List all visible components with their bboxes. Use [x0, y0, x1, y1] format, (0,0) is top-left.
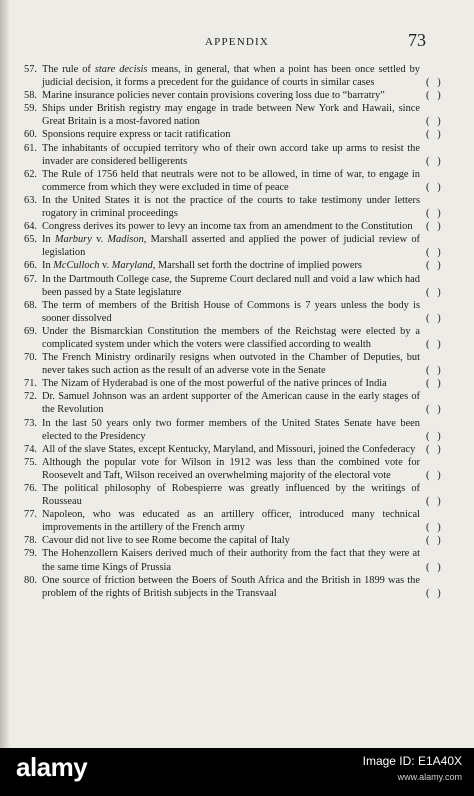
- question-number: 80.: [24, 574, 37, 586]
- question-number: 78.: [24, 535, 37, 547]
- question-number: 73.: [24, 417, 37, 429]
- question-item: [24, 102, 441, 128]
- answer-blank[interactable]: ( ): [426, 286, 441, 298]
- question-number: 66.: [24, 260, 37, 272]
- question-text: The inhabitants of occupied territory who of their own accord take up arms to resist the invader are considered belligerents: [42, 142, 420, 167]
- question-item: [24, 574, 441, 600]
- answer-blank[interactable]: ( ): [426, 404, 441, 416]
- question-text: In the United States it is not the practice of the courts to take testimony under letters rogatory in criminal proceedings: [42, 194, 420, 220]
- answer-blank[interactable]: ( ): [426, 469, 441, 481]
- answer-blank[interactable]: ( ): [426, 208, 441, 220]
- question-item: [24, 325, 441, 351]
- answer-blank[interactable]: ( ): [426, 221, 441, 233]
- question-item: [24, 299, 441, 325]
- question-item: [24, 534, 441, 547]
- question-text: Ships under British registry may engage in trade between New York and Hawaii, since Great Britain is a most-favored nation: [42, 103, 420, 128]
- question-text: The Nizam of Hyderabad is one of the most powerful of the native princes of India: [42, 378, 387, 390]
- question-item: [24, 508, 441, 534]
- question-text: In the Dartmouth College case, the Supreme Court declared null and void a law which had been passed by a State legislature: [42, 273, 420, 298]
- question-number: 60.: [24, 129, 37, 141]
- question-text: The Hohenzollern Kaisers derived much of their authority from the fact that they were at the same time Kings of Prussia: [42, 548, 420, 573]
- question-text: The term of members of the British House of Commons is 7 years unless the body is sooner dissolved: [42, 299, 420, 324]
- answer-blank[interactable]: ( ): [426, 535, 441, 547]
- question-text: The rule of stare decisis means, in general, that when a point has been once settled by judicial decision, it forms a precedent for the guidance of courts in similar cases: [42, 64, 420, 89]
- question-number: 62.: [24, 168, 37, 180]
- question-text: In the last 50 years only two former members of the United States Senate have been elected to the Presidency: [42, 417, 420, 442]
- question-text: Congress derives its power to levy an income tax from an amendment to the Constitution: [42, 221, 413, 233]
- running-head: APPENDIX: [205, 36, 269, 48]
- question-text: Although the popular vote for Wilson in 1912 was less than the combined vote for Roosevelt and Taft, Wilson received an overwhelming majority of the electoral vote: [42, 456, 420, 481]
- question-item: [24, 220, 441, 233]
- question-item: [24, 194, 441, 220]
- answer-blank[interactable]: ( ): [426, 365, 441, 377]
- question-number: 75.: [24, 456, 37, 468]
- question-number: 77.: [24, 509, 37, 521]
- answer-blank[interactable]: ( ): [426, 587, 441, 599]
- answer-blank[interactable]: ( ): [426, 443, 441, 455]
- answer-blank[interactable]: ( ): [426, 129, 441, 141]
- question-item: [24, 89, 441, 102]
- question-number: 69.: [24, 325, 37, 337]
- question-text: One source of friction between the Boers of South Africa and the British in 1899 was the problem of the rights of British subjects in the Transvaal: [42, 574, 420, 599]
- answer-blank[interactable]: ( ): [426, 312, 441, 324]
- question-item: [24, 456, 441, 482]
- question-number: 58.: [24, 90, 37, 102]
- question-number: 71.: [24, 378, 37, 390]
- answer-blank[interactable]: ( ): [426, 247, 441, 259]
- answer-blank[interactable]: ( ): [426, 260, 441, 272]
- answer-blank[interactable]: ( ): [426, 116, 441, 128]
- answer-blank[interactable]: ( ): [426, 90, 441, 102]
- question-number: 65.: [24, 234, 37, 246]
- alamy-logo: alamy: [16, 752, 88, 782]
- question-item: [24, 377, 441, 390]
- question-number: 59.: [24, 103, 37, 115]
- answer-blank[interactable]: ( ): [426, 181, 441, 193]
- question-text: Sponsions require express or tacit ratification: [42, 129, 231, 141]
- answer-blank[interactable]: ( ): [426, 522, 441, 534]
- question-text: The French Ministry ordinarily resigns when outvoted in the Chamber of Deputies, but never takes such action as the result of an adverse vote in the Senate: [42, 352, 420, 377]
- question-text: The political philosophy of Robespierre was greatly influenced by the writings of Rousseau: [42, 483, 420, 508]
- question-number: 74.: [24, 443, 37, 455]
- question-text: Napoleon, who was educated as an artillery officer, introduced many technical improvements in the artillery of the French army: [42, 509, 420, 534]
- answer-blank[interactable]: ( ): [426, 561, 441, 573]
- question-list: [24, 63, 441, 600]
- answer-blank[interactable]: ( ): [426, 378, 441, 390]
- question-number: 63.: [24, 194, 37, 206]
- answer-blank[interactable]: ( ): [426, 430, 441, 442]
- question-item: [24, 168, 441, 194]
- question-item: [24, 142, 441, 168]
- image-id-label: Image ID: E1A40X: [362, 754, 462, 768]
- answer-blank[interactable]: ( ): [426, 338, 441, 350]
- question-number: 76.: [24, 483, 37, 494]
- question-item: [24, 259, 441, 272]
- question-item: [24, 273, 441, 299]
- question-number: 72.: [24, 391, 37, 403]
- question-item: [24, 547, 441, 573]
- question-item: [24, 482, 441, 508]
- answer-blank[interactable]: ( ): [426, 77, 441, 89]
- page-number: 73: [408, 30, 426, 50]
- question-item: [24, 443, 441, 456]
- question-number: 67.: [24, 273, 37, 285]
- question-number: 70.: [24, 352, 37, 364]
- question-text: All of the slave States, except Kentucky, Maryland, and Missouri, joined the Confederacy: [42, 443, 416, 455]
- question-item: [24, 417, 441, 443]
- watermark-bar: [0, 748, 474, 796]
- question-text: The Rule of 1756 held that neutrals were not to be allowed, in time of war, to engage in commerce from which they were excluded in time of peace: [42, 168, 420, 193]
- question-number: 64.: [24, 221, 37, 233]
- question-number: 68.: [24, 299, 37, 311]
- question-text: Marine insurance policies never contain provisions covering loss due to “barratry”: [42, 90, 385, 102]
- question-number: 61.: [24, 142, 37, 154]
- site-url: www.alamy.com: [397, 772, 462, 782]
- question-number: 79.: [24, 548, 37, 560]
- question-number: 57.: [24, 64, 37, 75]
- question-item: [24, 233, 441, 259]
- question-text: Cavour did not live to see Rome become the capital of Italy: [42, 535, 290, 547]
- question-text: Under the Bismarckian Constitution the members of the Reichstag were elected by a complicated system under which the voters were classified according to wealth: [42, 325, 420, 350]
- question-text: Dr. Samuel Johnson was an ardent supporter of the American cause in the early stages of the Revolution: [42, 391, 420, 416]
- question-item: [24, 128, 441, 141]
- answer-blank[interactable]: ( ): [426, 496, 441, 508]
- question-item: [24, 390, 441, 416]
- question-item: [24, 351, 441, 377]
- answer-blank[interactable]: ( ): [426, 155, 441, 167]
- question-text: In Marbury v. Madison, Marshall asserted and applied the power of judicial review of legislation: [42, 234, 420, 259]
- question-item: [24, 63, 441, 89]
- question-text: In McCulloch v. Maryland, Marshall set forth the doctrine of implied powers: [42, 260, 362, 272]
